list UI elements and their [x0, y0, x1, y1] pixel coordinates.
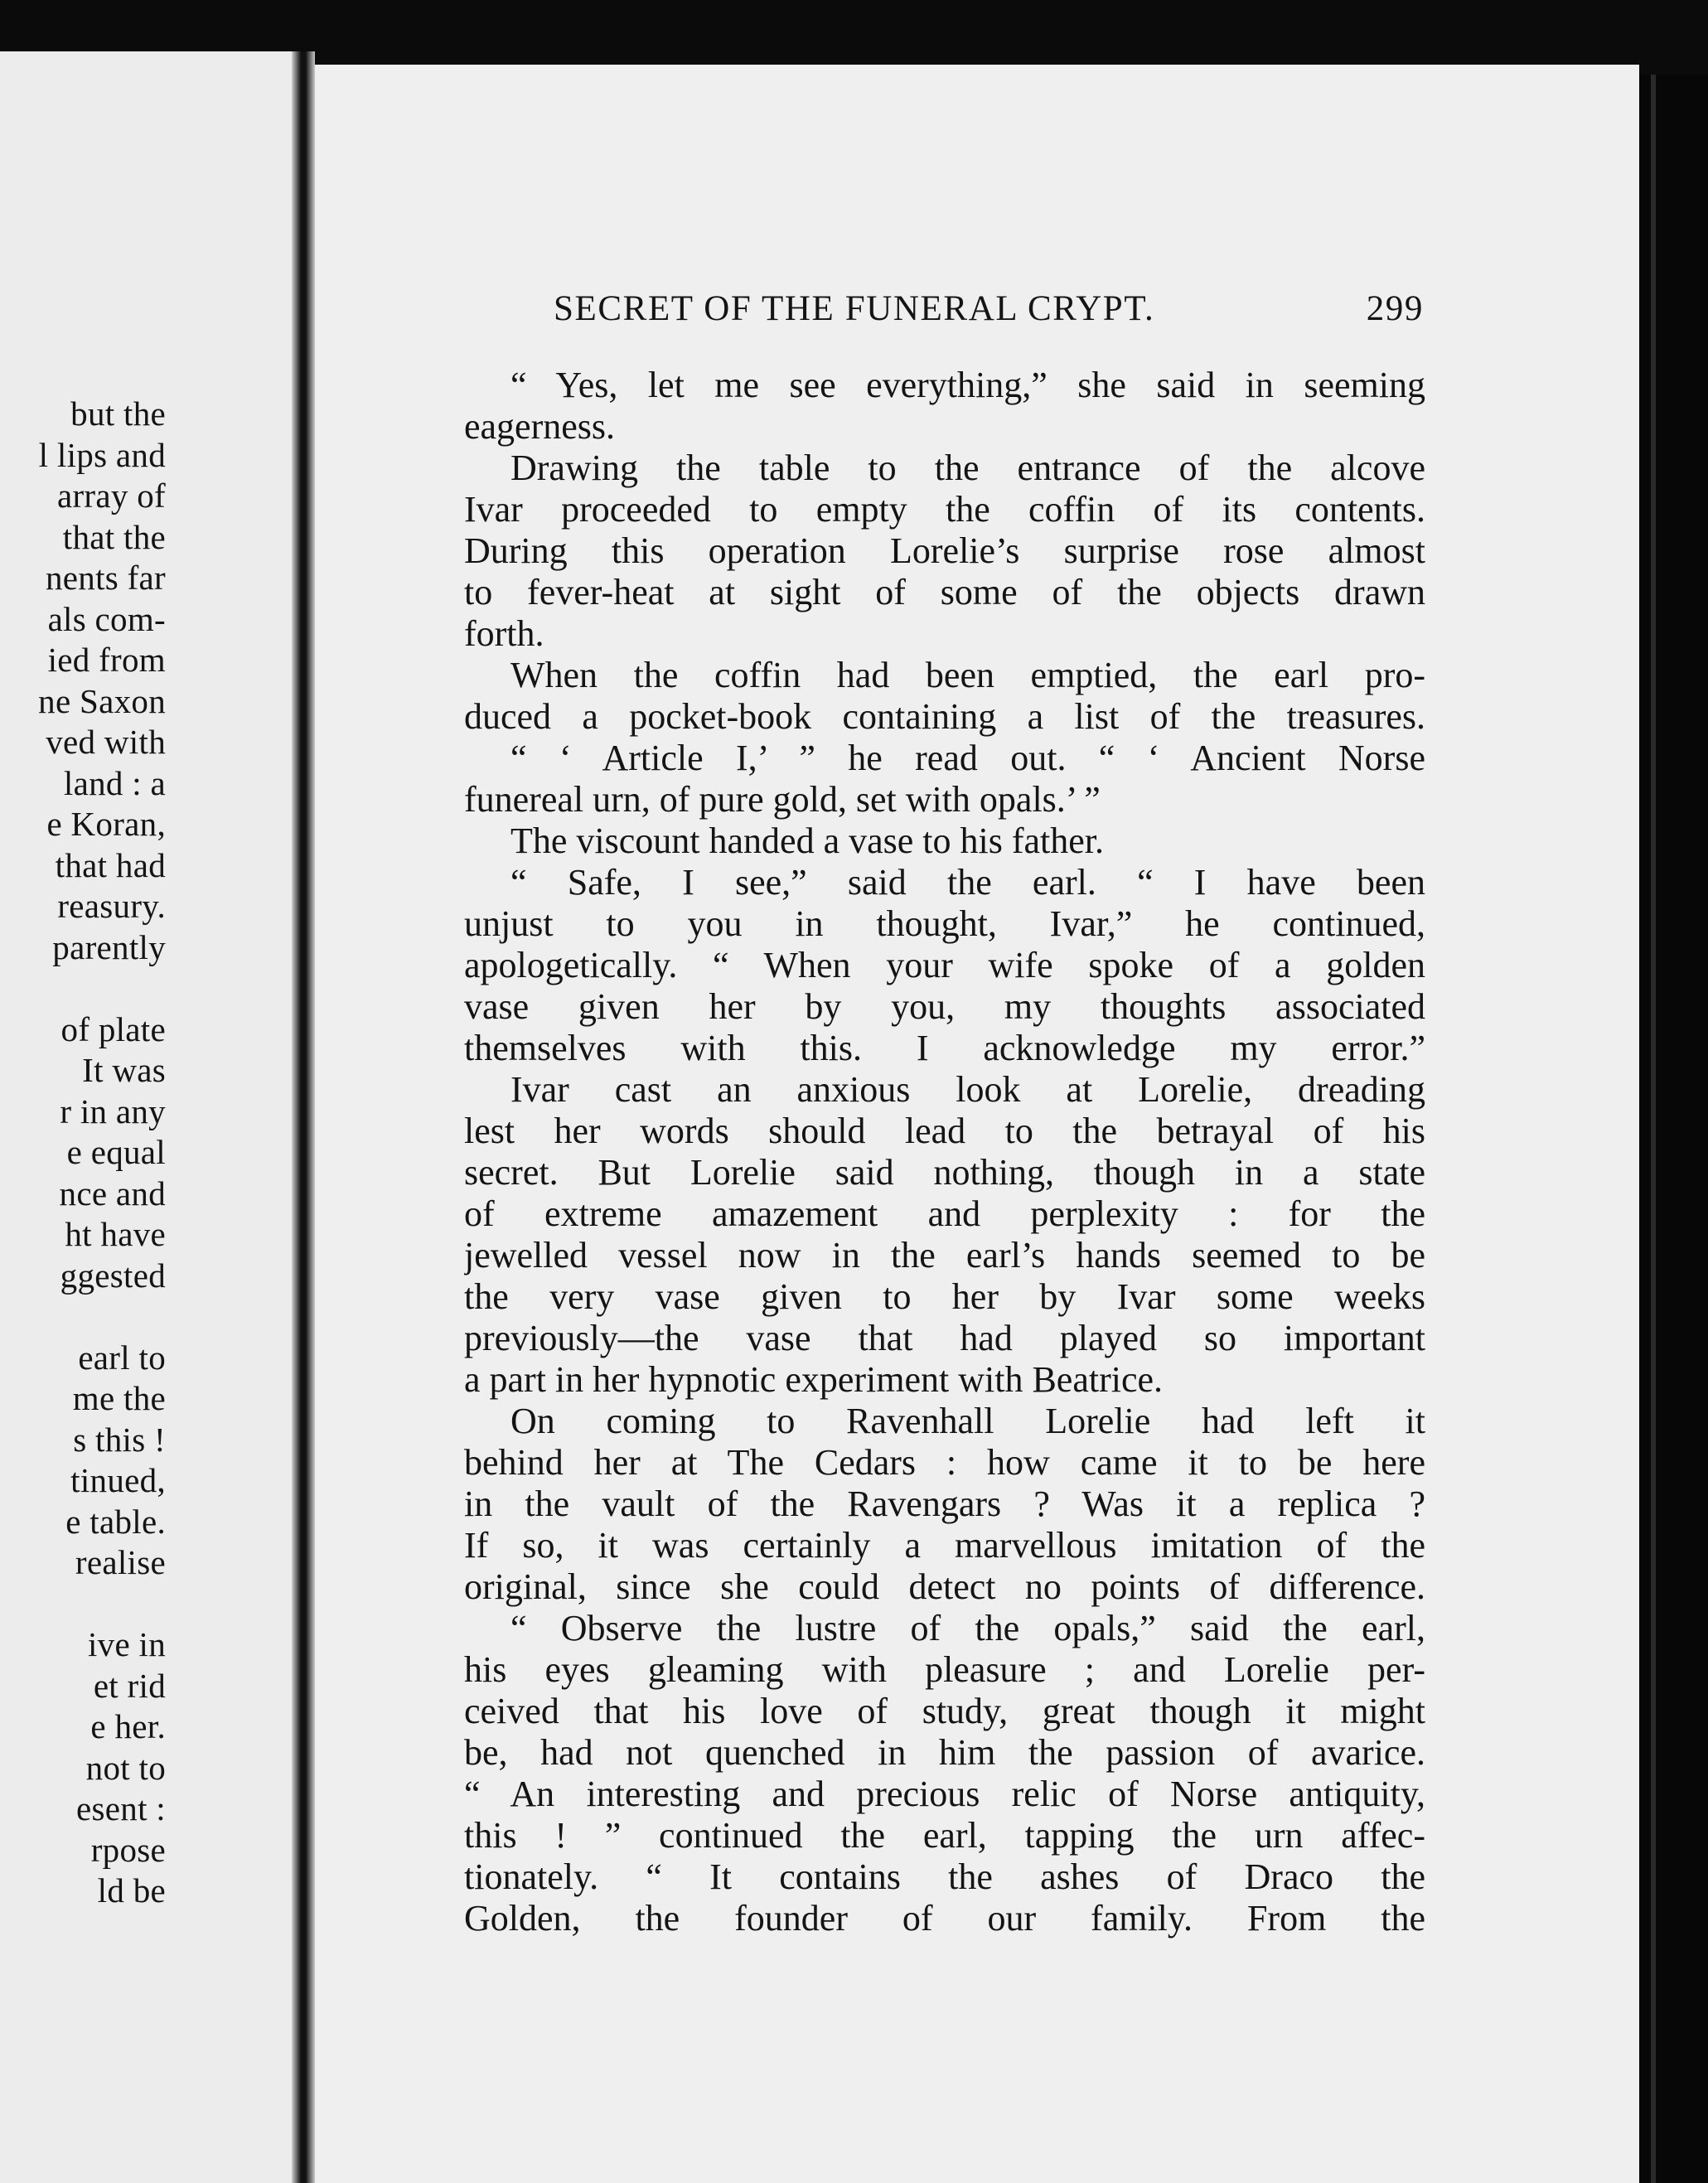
- facing-page-line: als com-: [47, 599, 166, 638]
- facing-page-line: It was: [82, 1051, 166, 1089]
- facing-page-line: e table.: [65, 1502, 166, 1541]
- facing-page-line: of plate: [60, 1009, 166, 1048]
- text-line: apologetically. “ When your wife spoke of a golden: [464, 945, 1425, 985]
- facing-page-line: ved with: [46, 723, 166, 761]
- text-line: Golden, the founder of our family. From the: [464, 1898, 1425, 1939]
- text-line: If so, it was certainly a marvellous imitation of the: [464, 1525, 1425, 1566]
- book-gutter: [292, 51, 315, 2183]
- facing-page-line: but the: [70, 394, 166, 433]
- text-line: eagerness.: [464, 406, 616, 447]
- facing-page-line: ne Saxon: [38, 681, 166, 720]
- text-line: behind her at The Cedars : how came it to be here: [464, 1442, 1425, 1483]
- text-line: tionately. “ It contains the ashes of Draco the: [464, 1856, 1425, 1897]
- text-line: “ Yes, let me see everything,” she said in seeming: [510, 365, 1425, 405]
- facing-page-line: that the: [62, 517, 166, 556]
- facing-page-line: esent :: [76, 1789, 166, 1827]
- text-line: his eyes gleaming with pleasure ; and Lorelie per-: [464, 1649, 1425, 1690]
- facing-page-line: not to: [85, 1748, 166, 1787]
- text-line: a part in her hypnotic experiment with Beatrice.: [464, 1359, 1164, 1400]
- text-line: On coming to Ravenhall Lorelie had left it: [510, 1401, 1425, 1441]
- facing-page-line: s this !: [73, 1420, 166, 1459]
- text-line: vase given her by you, my thoughts associated: [464, 986, 1425, 1027]
- facing-page-line: e equal: [66, 1133, 166, 1171]
- facing-page-line: ied from: [47, 641, 166, 679]
- body-text: [464, 365, 1425, 1939]
- text-line: forth.: [464, 613, 544, 654]
- text-line: The viscount handed a vase to his father.: [510, 820, 1105, 861]
- facing-page-line: reasury.: [57, 887, 166, 925]
- facing-page-line: rpose: [90, 1830, 166, 1869]
- text-line: “ Observe the lustre of the opals,” said the earl,: [510, 1608, 1425, 1648]
- text-line: secret. But Lorelie said nothing, though in a state: [464, 1152, 1425, 1193]
- facing-page-line: e Koran,: [46, 805, 166, 843]
- text-line: in the vault of the Ravengars ? Was it a replica ?: [464, 1484, 1425, 1524]
- facing-page-left: [0, 51, 308, 2183]
- text-line: When the coffin had been emptied, the earl pro-: [510, 655, 1425, 695]
- text-line: Ivar proceeded to empty the coffin of its contents.: [464, 489, 1425, 530]
- text-line: lest her words should lead to the betrayal of his: [464, 1111, 1425, 1151]
- text-line: be, had not quenched in him the passion of avarice.: [464, 1732, 1425, 1773]
- facing-page-line: land : a: [63, 763, 166, 802]
- facing-page-line: e her.: [90, 1707, 166, 1745]
- text-line: jewelled vessel now in the earl’s hands seemed to be: [464, 1235, 1425, 1275]
- facing-page-line: ive in: [87, 1625, 166, 1663]
- text-line: previously—the vase that had played so important: [464, 1318, 1425, 1358]
- text-line: Drawing the table to the entrance of the alcove: [510, 448, 1425, 488]
- facing-page-line: et rid: [93, 1666, 166, 1705]
- text-line: During this operation Lorelie’s surprise rose almost: [464, 530, 1425, 571]
- text-line: of extreme amazement and perplexity : for the: [464, 1193, 1425, 1234]
- facing-page-line: ggested: [60, 1256, 166, 1295]
- text-line: “ ‘ Article I,’ ” he read out. “ ‘ Ancient Norse: [510, 738, 1425, 778]
- facing-page-line: nce and: [59, 1174, 166, 1213]
- facing-page-line: that had: [55, 845, 166, 884]
- facing-page-line: me the: [72, 1379, 166, 1417]
- facing-page-line: ht have: [65, 1215, 166, 1253]
- text-line: Ivar cast an anxious look at Lorelie, dreading: [510, 1069, 1425, 1110]
- text-line: original, since she could detect no points of difference.: [464, 1566, 1425, 1607]
- text-line: ceived that his love of study, great though it might: [464, 1691, 1425, 1731]
- text-line: “ Safe, I see,” said the earl. “ I have been: [510, 862, 1425, 903]
- text-line: to fever-heat at sight of some of the objects drawn: [464, 572, 1425, 612]
- facing-page-line: nents far: [46, 559, 166, 597]
- facing-page-line: array of: [56, 477, 166, 515]
- page-edge: [1639, 75, 1708, 2183]
- facing-page-line: r in any: [60, 1092, 166, 1130]
- text-line: duced a pocket-book containing a list of the treasures.: [464, 696, 1425, 737]
- facing-page-line: realise: [75, 1543, 166, 1581]
- text-line: this ! ” continued the earl, tapping the urn affec-: [464, 1815, 1425, 1856]
- page-number: 299: [1366, 289, 1424, 328]
- facing-page-line: parently: [52, 927, 166, 966]
- facing-page-line: ld be: [97, 1871, 166, 1910]
- facing-page-line: l lips and: [38, 435, 166, 474]
- facing-page-line: tinued,: [70, 1461, 166, 1499]
- text-line: themselves with this. I acknowledge my error.”: [464, 1028, 1425, 1068]
- running-header-title: SECRET OF THE FUNERAL CRYPT.: [554, 289, 1155, 328]
- text-line: “ An interesting and precious relic of Norse antiquity,: [464, 1774, 1425, 1814]
- text-line: the very vase given to her by Ivar some weeks: [464, 1276, 1425, 1317]
- text-line: unjust to you in thought, Ivar,” he continued,: [464, 903, 1425, 944]
- facing-page-line: earl to: [78, 1338, 166, 1377]
- text-line: funereal urn, of pure gold, set with opals.’ ”: [464, 779, 1101, 820]
